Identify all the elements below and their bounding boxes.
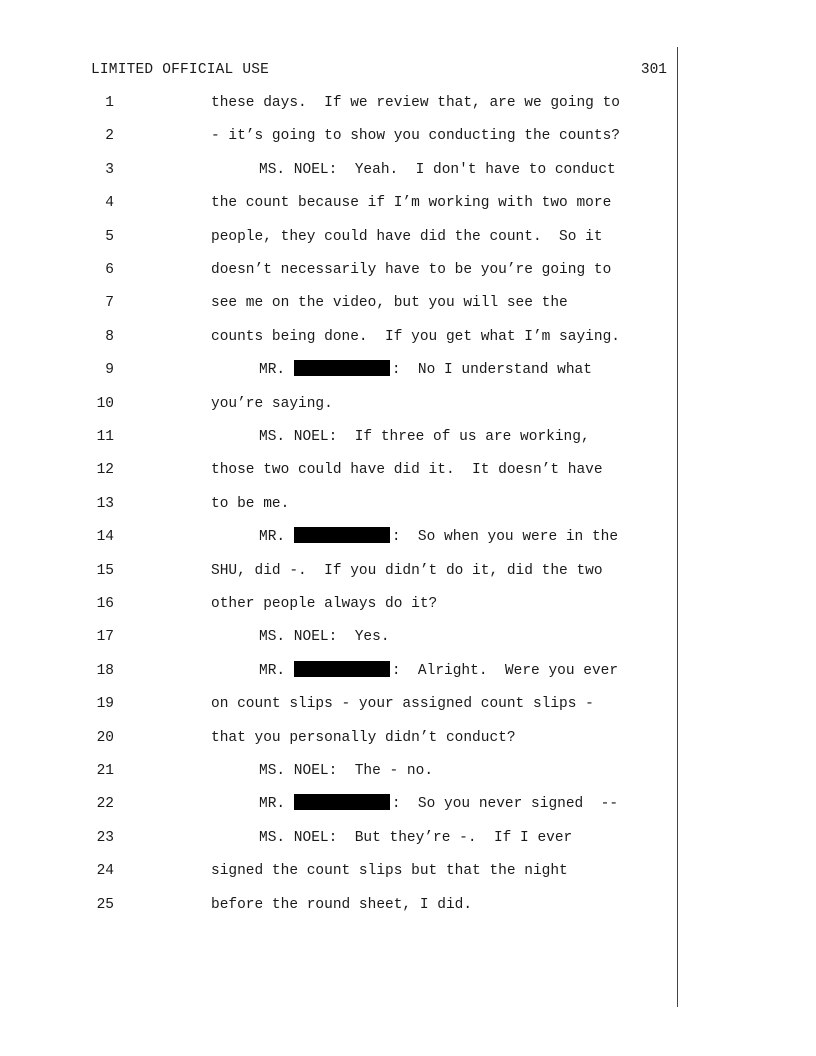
line-number: 11 — [96, 429, 114, 445]
line-number: 23 — [96, 829, 114, 846]
line-text — [211, 125, 620, 147]
line-number: 22 — [96, 796, 114, 813]
line-number: 6 — [105, 262, 114, 278]
classification-header: LIMITED OFFICIAL USE — [91, 62, 270, 78]
line-text-segment: : No I understand what — [391, 362, 592, 379]
line-text-segment: MR. — [259, 362, 294, 379]
line-number: 4 — [105, 195, 114, 212]
line-text — [259, 159, 616, 181]
line-text-segment: MS. NOEL: Yeah. I don't have to conduct — [259, 161, 616, 178]
line-text — [211, 326, 620, 348]
line-text — [259, 660, 618, 682]
line-text — [259, 526, 618, 548]
line-text — [211, 92, 620, 114]
line-text-segment: MS. NOEL: The - no. — [259, 763, 434, 779]
line-number: 16 — [96, 596, 114, 612]
line-number: 14 — [96, 529, 114, 546]
line-text — [259, 426, 590, 448]
line-text — [211, 560, 603, 582]
line-text — [211, 259, 611, 281]
line-number: 21 — [96, 763, 114, 779]
line-number: 7 — [105, 295, 114, 312]
line-text-segment: MR. — [259, 662, 294, 679]
line-text-segment: see me on the video, but you will see the — [211, 295, 568, 312]
line-text — [211, 727, 516, 749]
line-text — [211, 593, 437, 615]
line-text-segment: doesn’t necessarily have to be you’re going to — [211, 262, 612, 278]
line-text — [211, 693, 594, 715]
line-text — [259, 793, 618, 815]
line-text-segment: : Alright. Were you ever — [391, 662, 619, 679]
line-number: 8 — [105, 328, 114, 345]
line-text-segment: : So you never signed -- — [391, 796, 619, 813]
line-text-segment: SHU, did -. If you didn’t do it, did the two — [211, 562, 603, 579]
line-number: 18 — [96, 662, 114, 679]
line-number: 20 — [96, 729, 114, 746]
line-text-segment: MS. NOEL: But they’re -. If I ever — [259, 829, 573, 846]
line-number: 19 — [96, 696, 114, 713]
line-number: 24 — [96, 863, 114, 880]
line-text — [211, 459, 603, 481]
line-text-segment: that you personally didn’t conduct? — [211, 729, 516, 746]
line-text — [259, 760, 433, 782]
line-text-segment: to be me. — [211, 495, 290, 512]
line-number: 3 — [105, 161, 114, 178]
line-text — [211, 226, 603, 248]
line-number: 1 — [105, 95, 114, 111]
line-text-segment: : So when you were in the — [391, 529, 619, 546]
line-number: 17 — [96, 629, 114, 646]
page-number: 301 — [640, 62, 667, 78]
line-text — [259, 827, 572, 849]
line-text-segment: those two could have did it. It doesn’t have — [211, 462, 603, 479]
line-number: 10 — [96, 395, 114, 412]
line-text-segment: counts being done. If you get what I’m saying. — [211, 328, 620, 345]
line-text-segment: you’re saying. — [211, 395, 333, 412]
line-text-segment: the count because if I’m working with two more — [211, 195, 612, 212]
redaction-box — [294, 794, 390, 810]
line-number: 2 — [105, 128, 114, 145]
line-number: 9 — [105, 362, 114, 379]
line-text-segment: signed the count slips but that the night — [211, 863, 568, 880]
line-text — [259, 626, 390, 648]
line-text-segment: MR. — [259, 529, 294, 546]
line-text-segment: MR. — [259, 796, 294, 813]
redaction-box — [294, 661, 390, 677]
line-text-segment: MS. NOEL: Yes. — [259, 629, 390, 646]
redaction-box — [294, 527, 390, 543]
line-number: 25 — [96, 896, 114, 913]
right-margin-rule — [677, 47, 678, 1007]
line-text-segment: - it’s going to show you conducting the counts? — [211, 128, 620, 145]
line-text-segment: before the round sheet, I did. — [211, 896, 473, 913]
line-text — [211, 493, 289, 515]
line-text — [211, 894, 472, 916]
line-number: 5 — [105, 228, 114, 245]
line-number: 15 — [96, 562, 114, 579]
line-number: 12 — [96, 462, 114, 479]
line-text — [259, 359, 592, 381]
line-text-segment: these days. If we review that, are we going to — [211, 95, 620, 111]
line-text — [211, 292, 568, 314]
line-number: 13 — [96, 495, 114, 512]
line-text-segment: on count slips - your assigned count slips - — [211, 696, 594, 713]
line-text-segment: MS. NOEL: If three of us are working, — [259, 429, 590, 445]
line-text-segment: other people always do it? — [211, 596, 438, 612]
redaction-box — [294, 360, 390, 376]
line-text — [211, 393, 333, 415]
line-text — [211, 192, 611, 214]
line-text-segment: people, they could have did the count. So it — [211, 228, 603, 245]
line-text — [211, 860, 568, 882]
